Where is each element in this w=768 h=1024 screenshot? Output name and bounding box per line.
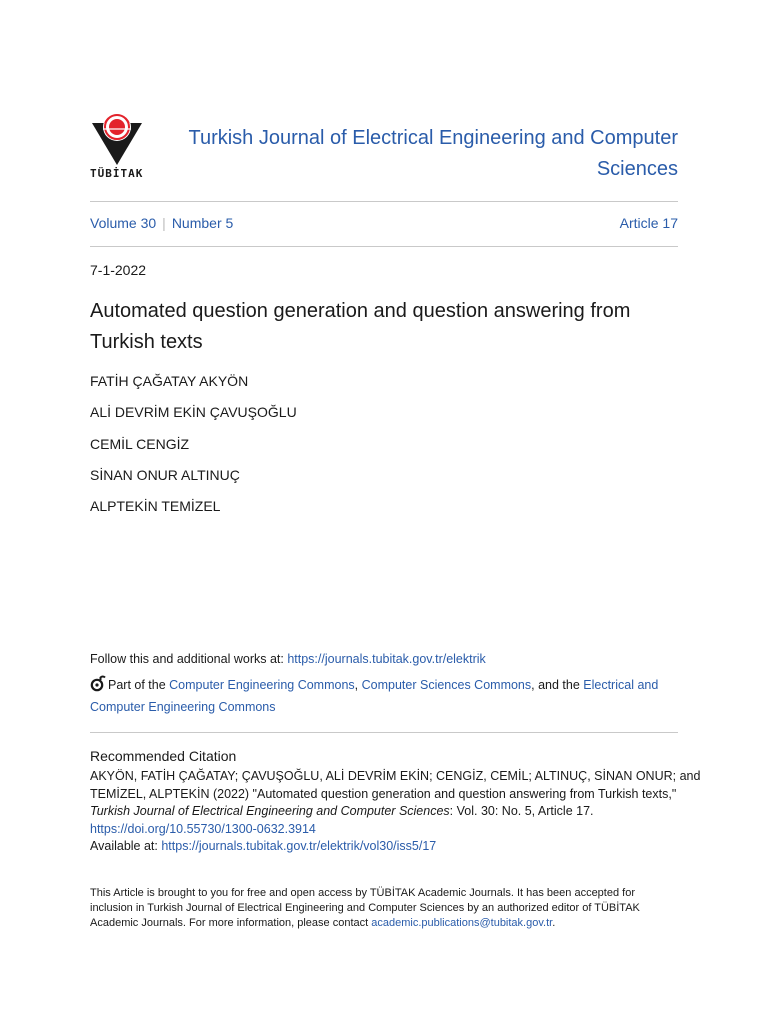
follow-link[interactable]: https://journals.tubitak.gov.tr/elektrik [287, 652, 486, 666]
cover-page [90, 0, 701, 1024]
citation-journal: Turkish Journal of Electrical Engineering and Computer Sciences [90, 804, 450, 818]
logo-wordmark: TÜBİTAK [90, 167, 144, 180]
author-name: ALPTEKİN TEMİZEL [90, 498, 221, 515]
author-name: ALİ DEVRİM EKİN ÇAVUŞOĞLU [90, 404, 297, 421]
contact-email-link[interactable]: academic.publications@tubitak.gov.tr [371, 917, 553, 929]
access-note-line2: inclusion in Turkish Journal of Electrical Engineering and Computer Sciences by an authorized editor of TÜBİTAK [90, 902, 640, 914]
volume-link[interactable]: Volume 30 [90, 215, 157, 231]
access-note [90, 886, 678, 931]
citation-line3 [90, 803, 678, 821]
publication-date: 7-1-2022 [90, 262, 147, 278]
author-list [90, 372, 678, 528]
citation-journal-suffix: : Vol. 30: No. 5, Article 17. [449, 804, 594, 818]
citation-line1: AKYÖN, FATİH ÇAĞATAY; ÇAVUŞOĞLU, ALİ DEVRİM EKİN; CENGİZ, CEMİL; ALTINUÇ, SİNAN ONUR; and [90, 769, 701, 783]
breadcrumb-separator: | [162, 215, 166, 231]
article-link[interactable]: Article 17 [619, 215, 678, 231]
access-note-suffix: . [552, 917, 556, 929]
issue-breadcrumb [90, 213, 233, 233]
author-name: FATİH ÇAĞATAY AKYÖN [90, 373, 249, 389]
access-note-line1: This Article is brought to you for free and open access by TÜBİTAK Academic Journals. It has been accepted for [90, 887, 635, 899]
follow-text: Follow this and additional works at: [90, 652, 288, 666]
ece-commons-line1: Electrical and [583, 678, 659, 692]
open-access-icon [90, 674, 106, 692]
available-prefix: Available at: [90, 839, 162, 853]
divider-top [90, 201, 678, 202]
article-title [90, 296, 678, 358]
journal-title-line1: Turkish Journal of Electrical Engineering and Computer [188, 127, 678, 149]
access-note-prefix: Academic Journals. For more information, please contact [90, 917, 372, 929]
part-of-sep1: , [354, 678, 362, 692]
access-note-line3 [90, 916, 678, 931]
computer-sciences-commons-link[interactable]: Computer Sciences Commons [361, 678, 532, 692]
article-title-line2: Turkish texts [90, 331, 203, 353]
ece-commons-line2: Computer Engineering Commons [90, 700, 276, 714]
number-link[interactable]: Number 5 [171, 215, 234, 231]
computer-engineering-commons-link[interactable]: Computer Engineering Commons [169, 678, 355, 692]
recommended-citation-heading: Recommended Citation [90, 748, 237, 764]
divider-meta [90, 246, 678, 247]
part-of-prefix: Part of the [108, 678, 170, 692]
article-title-line1: Automated question generation and question answering from [90, 300, 631, 322]
author-name: CEMİL CENGİZ [90, 435, 190, 452]
available-link[interactable]: https://journals.tubitak.gov.tr/elektrik/vol30/iss5/17 [161, 839, 437, 853]
available-at-line [90, 838, 678, 856]
journal-title-link[interactable] [178, 123, 678, 185]
author-name: SİNAN ONUR ALTINUÇ [90, 466, 240, 483]
journal-header [90, 105, 678, 185]
citation-line2: TEMİZEL, ALPTEKİN (2022) "Automated question generation and question answering from Turkish texts," [90, 786, 677, 801]
part-of-sep2: , and the [531, 678, 584, 692]
follow-line [90, 650, 678, 668]
doi-link[interactable]: https://doi.org/10.55730/1300-0632.3914 [90, 821, 316, 836]
journal-title-line2: Sciences [596, 158, 678, 180]
divider-citation [90, 732, 678, 733]
citation-body [90, 768, 701, 856]
part-of-commons [90, 674, 678, 718]
